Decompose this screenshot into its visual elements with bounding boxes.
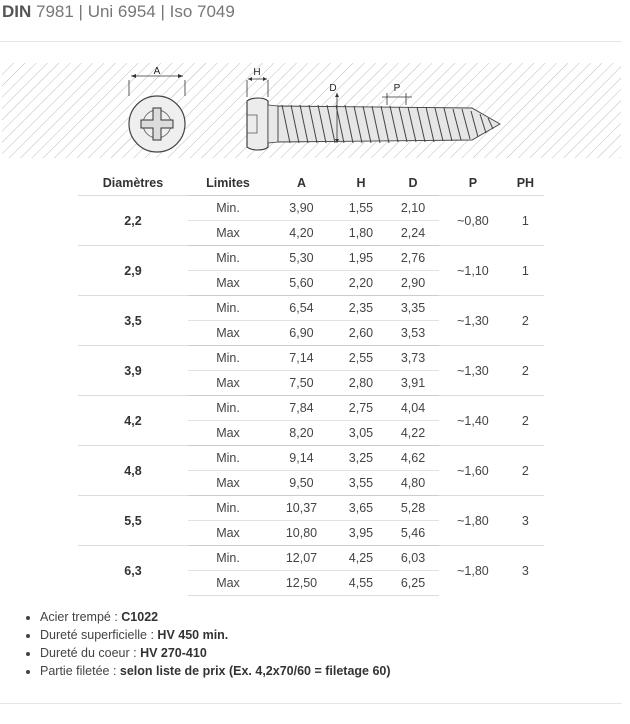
- limit-cell: Min.: [188, 196, 268, 221]
- a-cell: 12,50: [268, 571, 335, 596]
- dim-label-p: P: [393, 83, 401, 94]
- h-cell: 2,60: [335, 321, 387, 346]
- a-cell: 5,60: [268, 271, 335, 296]
- d-cell: 2,10: [387, 196, 439, 221]
- ph-cell: 1: [507, 196, 544, 246]
- h-cell: 3,05: [335, 421, 387, 446]
- property-value: C1022: [121, 610, 159, 624]
- pitch-cell: ~0,80: [439, 196, 507, 246]
- h-cell: 3,65: [335, 496, 387, 521]
- d-cell: 4,80: [387, 471, 439, 496]
- diameter-cell: 4,2: [78, 396, 188, 446]
- d-cell: 4,04: [387, 396, 439, 421]
- d-cell: 3,91: [387, 371, 439, 396]
- h-cell: 2,80: [335, 371, 387, 396]
- d-cell: 3,35: [387, 296, 439, 321]
- property-label: Dureté du coeur :: [40, 646, 141, 660]
- limit-cell: Min.: [188, 296, 268, 321]
- table-row: [78, 296, 544, 321]
- h-cell: 2,75: [335, 396, 387, 421]
- d-cell: 2,76: [387, 246, 439, 271]
- list-item: [40, 608, 391, 626]
- h-cell: 2,55: [335, 346, 387, 371]
- limit-cell: Max: [188, 471, 268, 496]
- limit-cell: Max: [188, 271, 268, 296]
- limit-cell: Max: [188, 521, 268, 546]
- limit-cell: Max: [188, 221, 268, 246]
- property-value: HV 270-410: [140, 646, 207, 660]
- pitch-cell: ~1,30: [439, 346, 507, 396]
- table-row: [78, 546, 544, 571]
- dimensions-table: [78, 170, 544, 596]
- limit-cell: Max: [188, 571, 268, 596]
- limit-cell: Min.: [188, 396, 268, 421]
- col-header-a: A: [296, 175, 306, 190]
- diameter-cell: 6,3: [78, 546, 188, 596]
- d-cell: 6,25: [387, 571, 439, 596]
- d-cell: 2,24: [387, 221, 439, 246]
- pitch-cell: ~1,30: [439, 296, 507, 346]
- pitch-cell: ~1,10: [439, 246, 507, 296]
- limit-cell: Max: [188, 321, 268, 346]
- list-item: [40, 644, 391, 662]
- h-cell: 2,20: [335, 271, 387, 296]
- property-label: Acier trempé :: [40, 610, 122, 624]
- d-cell: 3,73: [387, 346, 439, 371]
- dim-label-a: A: [153, 66, 161, 77]
- diameter-cell: 4,8: [78, 446, 188, 496]
- col-header-d: D: [408, 175, 418, 190]
- d-cell: 3,53: [387, 321, 439, 346]
- ph-cell: 3: [507, 496, 544, 546]
- d-cell: 4,22: [387, 421, 439, 446]
- limit-cell: Max: [188, 421, 268, 446]
- pitch-cell: ~1,40: [439, 396, 507, 446]
- property-label: Dureté superficielle :: [40, 628, 158, 642]
- a-cell: 12,07: [268, 546, 335, 571]
- limit-cell: Min.: [188, 546, 268, 571]
- limit-cell: Min.: [188, 346, 268, 371]
- pitch-cell: ~1,80: [439, 496, 507, 546]
- d-cell: 6,03: [387, 546, 439, 571]
- diameter-cell: 2,9: [78, 246, 188, 296]
- h-cell: 3,95: [335, 521, 387, 546]
- limit-cell: Min.: [188, 496, 268, 521]
- list-item: [40, 626, 391, 644]
- screw-technical-drawing: [2, 63, 621, 158]
- ph-cell: 3: [507, 546, 544, 596]
- a-cell: 7,50: [268, 371, 335, 396]
- ph-cell: 2: [507, 346, 544, 396]
- d-cell: 5,46: [387, 521, 439, 546]
- table-row: [78, 196, 544, 221]
- page-title: [2, 2, 235, 22]
- ph-cell: 1: [507, 246, 544, 296]
- property-value: HV 450 min.: [157, 628, 229, 642]
- limit-cell: Min.: [188, 446, 268, 471]
- ph-cell: 2: [507, 296, 544, 346]
- a-cell: 6,90: [268, 321, 335, 346]
- table-row: [78, 446, 544, 471]
- h-cell: 3,55: [335, 471, 387, 496]
- ph-cell: 2: [507, 396, 544, 446]
- d-cell: 5,28: [387, 496, 439, 521]
- limit-cell: Min.: [188, 246, 268, 271]
- h-cell: 1,95: [335, 246, 387, 271]
- diameter-cell: 3,5: [78, 296, 188, 346]
- table-row: [78, 246, 544, 271]
- a-cell: 8,20: [268, 421, 335, 446]
- h-cell: 4,25: [335, 546, 387, 571]
- divider: [0, 41, 622, 42]
- a-cell: 6,54: [268, 296, 335, 321]
- col-header-h: H: [356, 175, 366, 190]
- dim-label-d: D: [329, 83, 337, 94]
- a-cell: 9,50: [268, 471, 335, 496]
- col-header-p: P: [468, 175, 478, 190]
- col-header-ph: PH: [516, 175, 535, 190]
- col-header-limites: Limites: [206, 175, 250, 190]
- d-cell: 4,62: [387, 446, 439, 471]
- table-row: [78, 496, 544, 521]
- h-cell: 3,25: [335, 446, 387, 471]
- din-label: DIN: [2, 2, 32, 21]
- divider: [0, 703, 622, 704]
- h-cell: 2,35: [335, 296, 387, 321]
- h-cell: 4,55: [335, 571, 387, 596]
- material-properties-list: [24, 608, 391, 680]
- a-cell: 10,37: [268, 496, 335, 521]
- limit-cell: Max: [188, 371, 268, 396]
- a-cell: 4,20: [268, 221, 335, 246]
- property-value: selon liste de prix (Ex. 4,2x70/60 = filetage 60): [119, 664, 391, 678]
- pitch-cell: ~1,60: [439, 446, 507, 496]
- a-cell: 10,80: [268, 521, 335, 546]
- d-cell: 2,90: [387, 271, 439, 296]
- a-cell: 5,30: [268, 246, 335, 271]
- diameter-cell: 5,5: [78, 496, 188, 546]
- diameter-cell: 2,2: [78, 196, 188, 246]
- ph-cell: 2: [507, 446, 544, 496]
- standards-list: 7981 | Uni 6954 | Iso 7049: [36, 2, 235, 21]
- a-cell: 7,14: [268, 346, 335, 371]
- diameter-cell: 3,9: [78, 346, 188, 396]
- a-cell: 7,84: [268, 396, 335, 421]
- table-row: [78, 396, 544, 421]
- a-cell: 9,14: [268, 446, 335, 471]
- property-label: Partie filetée :: [40, 664, 120, 678]
- a-cell: 3,90: [268, 196, 335, 221]
- list-item: [40, 662, 391, 680]
- dim-label-h: H: [253, 67, 261, 78]
- h-cell: 1,55: [335, 196, 387, 221]
- table-row: [78, 346, 544, 371]
- h-cell: 1,80: [335, 221, 387, 246]
- pitch-cell: ~1,80: [439, 546, 507, 596]
- table-body: [78, 196, 544, 596]
- table-header-row: [78, 170, 544, 196]
- col-header-diametres: Diamètres: [102, 175, 164, 190]
